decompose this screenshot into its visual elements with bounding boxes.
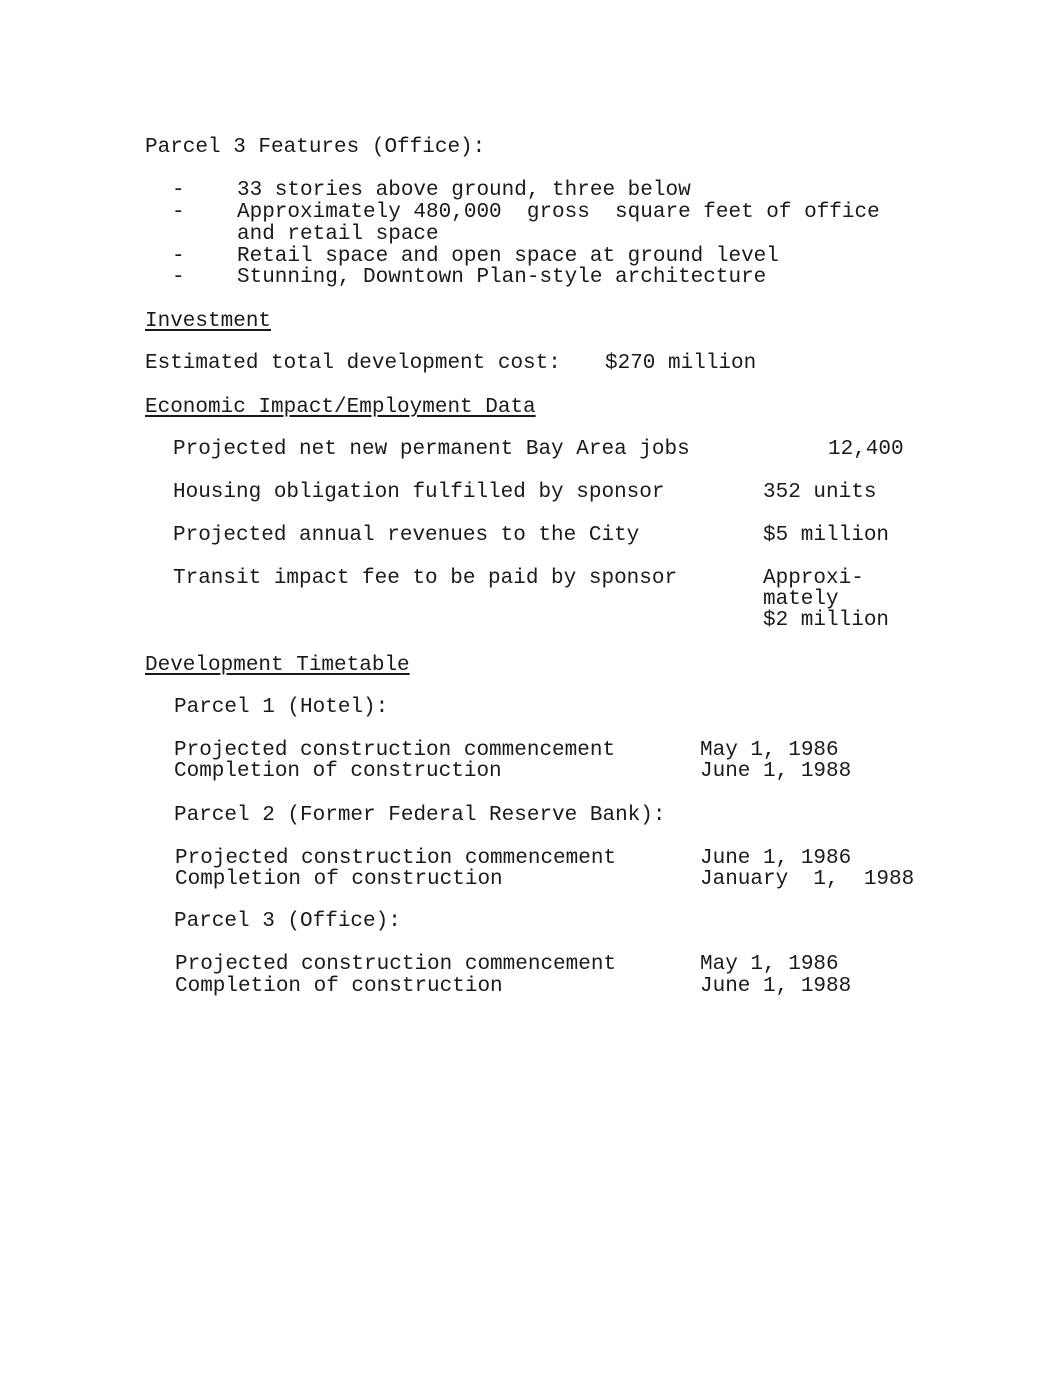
economic-row-label: Projected annual revenues to the City (173, 524, 640, 547)
parcel-title: Parcel 1 (Hotel): (174, 696, 389, 719)
economic-row-label: Housing obligation fulfilled by sponsor (173, 481, 665, 504)
bullet-text-continuation: and retail space (237, 223, 439, 246)
bullet-text: Approximately 480,000 gross square feet of office (237, 201, 880, 224)
bullet-dash: - (172, 266, 185, 289)
investment-label: Estimated total development cost: (145, 352, 561, 375)
timetable-heading: Development Timetable (145, 654, 410, 677)
bullet-text: Retail space and open space at ground level (237, 245, 779, 268)
timetable-row-label: Projected construction commencement (175, 953, 617, 976)
timetable-row-date: May 1, 1986 (700, 953, 839, 976)
bullet-dash: - (172, 179, 185, 202)
economic-row-value: 352 units (763, 481, 877, 504)
economic-row-label: Projected net new permanent Bay Area jobs (173, 438, 690, 461)
parcel-title: Parcel 2 (Former Federal Reserve Bank): (174, 804, 666, 827)
economic-row-value: 12,400 (828, 438, 904, 461)
timetable-row-label: Completion of construction (174, 760, 502, 783)
economic-row-value: $5 million (763, 524, 890, 547)
bullet-text: Stunning, Downtown Plan-style architecture (237, 266, 767, 289)
timetable-row-label: Projected construction commencement (175, 847, 617, 870)
timetable-row-date: June 1, 1986 (700, 847, 852, 870)
bullet-text: 33 stories above ground, three below (237, 179, 691, 202)
bullet-dash: - (172, 245, 185, 268)
timetable-row-date: June 1, 1988 (700, 975, 852, 998)
economic-row-value: Approxi- (763, 567, 864, 590)
economic-row-label: Transit impact fee to be paid by sponsor (173, 567, 678, 590)
investment-heading: Investment (145, 310, 272, 333)
timetable-row-date: June 1, 1988 (700, 760, 852, 783)
economic-row-value-continuation: $2 million (763, 609, 890, 632)
economic-row-value-continuation: mately (763, 588, 839, 611)
timetable-row-label: Completion of construction (175, 975, 503, 998)
investment-value: $270 million (605, 352, 757, 375)
bullet-dash: - (172, 201, 185, 224)
timetable-row-label: Completion of construction (175, 868, 503, 891)
economic-impact-heading: Economic Impact/Employment Data (145, 396, 536, 419)
parcel3-features-heading: Parcel 3 Features (Office): (145, 136, 486, 159)
timetable-row-date: January 1, 1988 (700, 868, 915, 891)
timetable-row-label: Projected construction commencement (174, 739, 616, 762)
timetable-row-date: May 1, 1986 (700, 739, 839, 762)
parcel-title: Parcel 3 (Office): (174, 910, 401, 933)
